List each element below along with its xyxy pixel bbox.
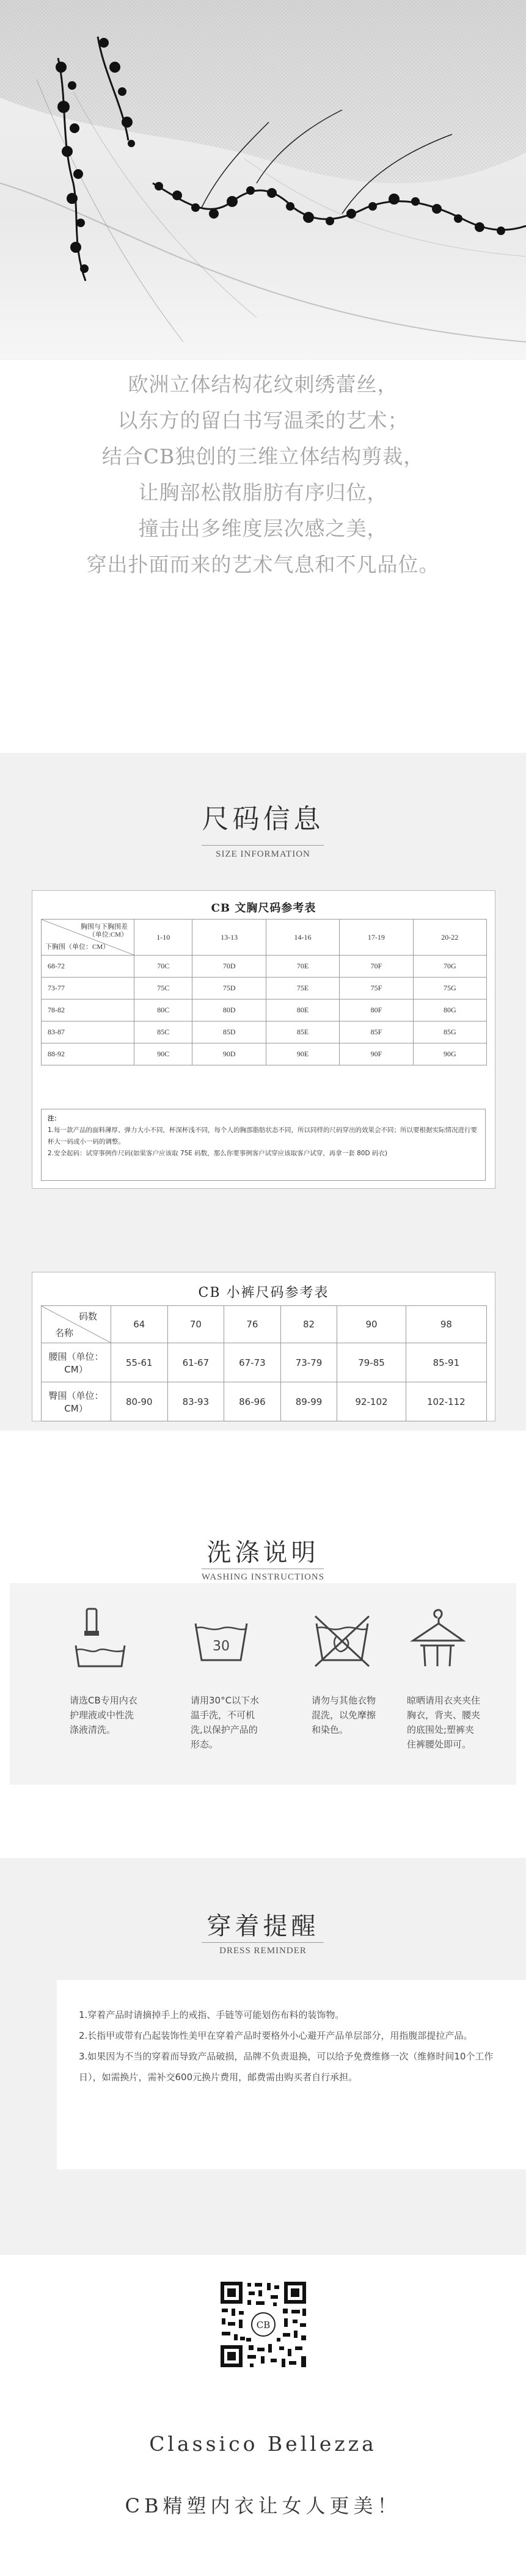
table-cell: 102-112: [406, 1382, 486, 1421]
reminder-item: 2.长指甲或带有凸起装饰性美甲在穿着产品时要格外小心避开产品单层部分，用指腹部提拉产品。: [79, 2030, 473, 2041]
wash-30-icon: [191, 1605, 252, 1672]
washing-item-text: 请勿与其他衣物混洗，以免摩擦和染色。: [312, 1695, 376, 1735]
table-cell: 79-85: [337, 1343, 406, 1382]
brand-name: Classico Bellezza: [149, 2432, 377, 2456]
reminder-item: 1.穿着产品时请摘掉手上的戒指、手链等可能划伤布料的装饰物。: [79, 2009, 345, 2020]
table-cell: 73-79: [280, 1343, 337, 1382]
product-description: [0, 366, 526, 582]
row-header: 88-92: [42, 1043, 134, 1065]
table-cell: 85C: [134, 1021, 192, 1043]
table-cell: 85G: [413, 1021, 486, 1043]
table-cell: 90F: [340, 1043, 413, 1065]
row-header: 68-72: [42, 956, 134, 978]
note-item: 2.安全起码：试穿事例作尺码(如果客户应该取 75E 码数，那么你要事例客户试穿应该取客户试穿，再拿一套 80D 码衣): [48, 1150, 388, 1157]
corner-label: 胸围与下胸围差: [81, 923, 128, 931]
table-row: [42, 1000, 487, 1021]
table-corner-cell: [42, 1306, 111, 1343]
table-row: [42, 1382, 487, 1421]
table-cell: 80C: [134, 1000, 192, 1021]
table-cell: 67-73: [224, 1343, 281, 1382]
row-header: 83-87: [42, 1021, 134, 1043]
column-header: 17-19: [340, 920, 413, 956]
size-info-section: [0, 753, 526, 1431]
size-info-subtitle: SIZE INFORMATION: [216, 849, 310, 859]
description-line: 让胸部松散脂肪有序归位，: [138, 481, 388, 504]
table-row: [42, 1043, 487, 1065]
qr-code-graphic: [218, 2279, 309, 2370]
table-cell: 92-102: [337, 1382, 406, 1421]
column-header: 13-13: [192, 920, 266, 956]
hanger-icon: [407, 1605, 468, 1672]
column-header: 70: [167, 1306, 224, 1343]
hand-wash-icon: [70, 1605, 131, 1672]
table-cell: 75D: [192, 978, 266, 1000]
row-header: 78-82: [42, 1000, 134, 1021]
table-cell: 55-61: [111, 1343, 168, 1382]
wash-temperature-label: 30: [213, 1639, 230, 1654]
table-cell: 90G: [413, 1043, 486, 1065]
table-cell: 75C: [134, 978, 192, 1000]
table-cell: 75E: [266, 978, 339, 1000]
bra-size-chart: [32, 890, 495, 1189]
brief-size-table: [41, 1305, 487, 1421]
column-header: 20-22: [413, 920, 486, 956]
table-cell: 90C: [134, 1043, 192, 1065]
table-cell: 86-96: [224, 1382, 281, 1421]
washing-title: 洗涤说明: [206, 1539, 320, 1567]
table-cell: 85D: [192, 1021, 266, 1043]
column-header: 76: [224, 1306, 281, 1343]
column-header: 98: [406, 1306, 486, 1343]
table-cell: 75F: [340, 978, 413, 1000]
table-cell: 90D: [192, 1043, 266, 1065]
bra-chart-notes: [41, 1109, 486, 1181]
dress-reminder-section: [0, 1858, 526, 2255]
washing-section: [0, 1431, 526, 1858]
divider: [202, 845, 324, 846]
no-bleach-icon: [312, 1605, 373, 1672]
table-row: [42, 978, 487, 1000]
description-line: 撞击出多维度层次感之美，: [138, 517, 388, 540]
description-line: 穿出扑面而来的艺术气息和不凡品位。: [86, 553, 440, 576]
column-header: 1-10: [134, 920, 192, 956]
dress-reminder-subtitle: DRESS REMINDER: [219, 1946, 307, 1956]
column-header: 90: [337, 1306, 406, 1343]
description-line: 结合CB独创的三维立体结构剪裁，: [101, 444, 425, 468]
table-cell: 61-67: [167, 1343, 224, 1382]
description-line: 以东方的留白书写温柔的艺术；: [117, 408, 409, 432]
corner-label: 码数: [78, 1311, 97, 1322]
table-cell: 70E: [266, 956, 339, 978]
table-cell: 89-99: [280, 1382, 337, 1421]
note-item: 1.每一款产品的面料薄厚、弹力大小不同，杯深杯浅不同，每个人的胸部脂肪状态不同，所以同样的尺码穿出的效果会不同；所以要根据实际情况进行要杯大一码或小一码的调整。: [48, 1127, 478, 1145]
table-cell: 70G: [413, 956, 486, 978]
row-header: 73-77: [42, 978, 134, 1000]
hero-lace-image: [0, 0, 526, 360]
table-cell: 80F: [340, 1000, 413, 1021]
corner-label: 下胸围（单位：CM）: [45, 943, 110, 951]
column-header: 82: [280, 1306, 337, 1343]
brief-size-chart: [32, 1272, 495, 1421]
column-header: 64: [111, 1306, 168, 1343]
table-cell: 80E: [266, 1000, 339, 1021]
table-cell: 70C: [134, 956, 192, 978]
table-row: [42, 956, 487, 978]
reminder-item: 3.如果因为不当的穿着而导致产品破损，品牌不负责退换，可以给予免费维修一次（维修时间10个工作日），如需换片，需补交600元换片费用，邮费需由购买者自行承担。: [79, 2051, 494, 2083]
washing-item-text: 请用30°C以下水温手洗，不可机洗,以保护产品的形态。: [191, 1695, 260, 1750]
qr-logo-text: CB: [256, 2320, 271, 2331]
brief-chart-title: CB 小裤尺码参考表: [198, 1285, 329, 1301]
table-cell: 75G: [413, 978, 486, 1000]
table-cell: 80D: [192, 1000, 266, 1021]
bra-chart-title: CB 文胸尺码参考表: [211, 902, 316, 915]
column-header: 14-16: [266, 920, 339, 956]
diagonal-line: [42, 1306, 111, 1343]
washing-item-text: 请选CB专用内衣护理液或中性洗涤液清洗。: [70, 1695, 137, 1735]
table-cell: 90E: [266, 1043, 339, 1065]
row-header: 腰围（单位：CM）: [42, 1343, 111, 1382]
description-line: 欧洲立体结构花纹刺绣蕾丝，: [128, 372, 398, 396]
qr-code: [218, 2279, 309, 2370]
dress-reminder-card: [57, 1980, 526, 2169]
brand-slogan: CB精塑内衣让女人更美！: [125, 2494, 401, 2517]
table-cell: 85-91: [406, 1343, 486, 1382]
washing-item-text: 晾晒请用衣夹夹住胸衣，背夹、腰夹的底围处;塑裤夹住裤腰处即可。: [407, 1695, 481, 1750]
table-cell: 83-93: [167, 1382, 224, 1421]
note-heading: 注：: [48, 1115, 60, 1122]
dress-reminder-title: 穿着提醒: [206, 1912, 320, 1940]
table-row: [42, 1021, 487, 1043]
size-info-title: 尺码信息: [202, 804, 324, 835]
lace-illustration: [0, 0, 526, 360]
bra-size-table: [41, 919, 487, 1065]
table-row: [42, 1343, 487, 1382]
table-cell: 70D: [192, 956, 266, 978]
washing-subtitle: WASHING INSTRUCTIONS: [201, 1572, 325, 1582]
corner-unit: （单位:CM）: [88, 931, 128, 938]
table-cell: 70F: [340, 956, 413, 978]
row-header: 臀围（单位：CM）: [42, 1382, 111, 1421]
table-cell: 80-90: [111, 1382, 168, 1421]
table-cell: 85F: [340, 1021, 413, 1043]
table-cell: 85E: [266, 1021, 339, 1043]
washing-instructions-card: [10, 1583, 516, 1785]
table-cell: 80G: [413, 1000, 486, 1021]
table-corner-cell: [42, 920, 134, 956]
corner-label: 名称: [55, 1327, 74, 1338]
divider: [202, 1942, 324, 1943]
